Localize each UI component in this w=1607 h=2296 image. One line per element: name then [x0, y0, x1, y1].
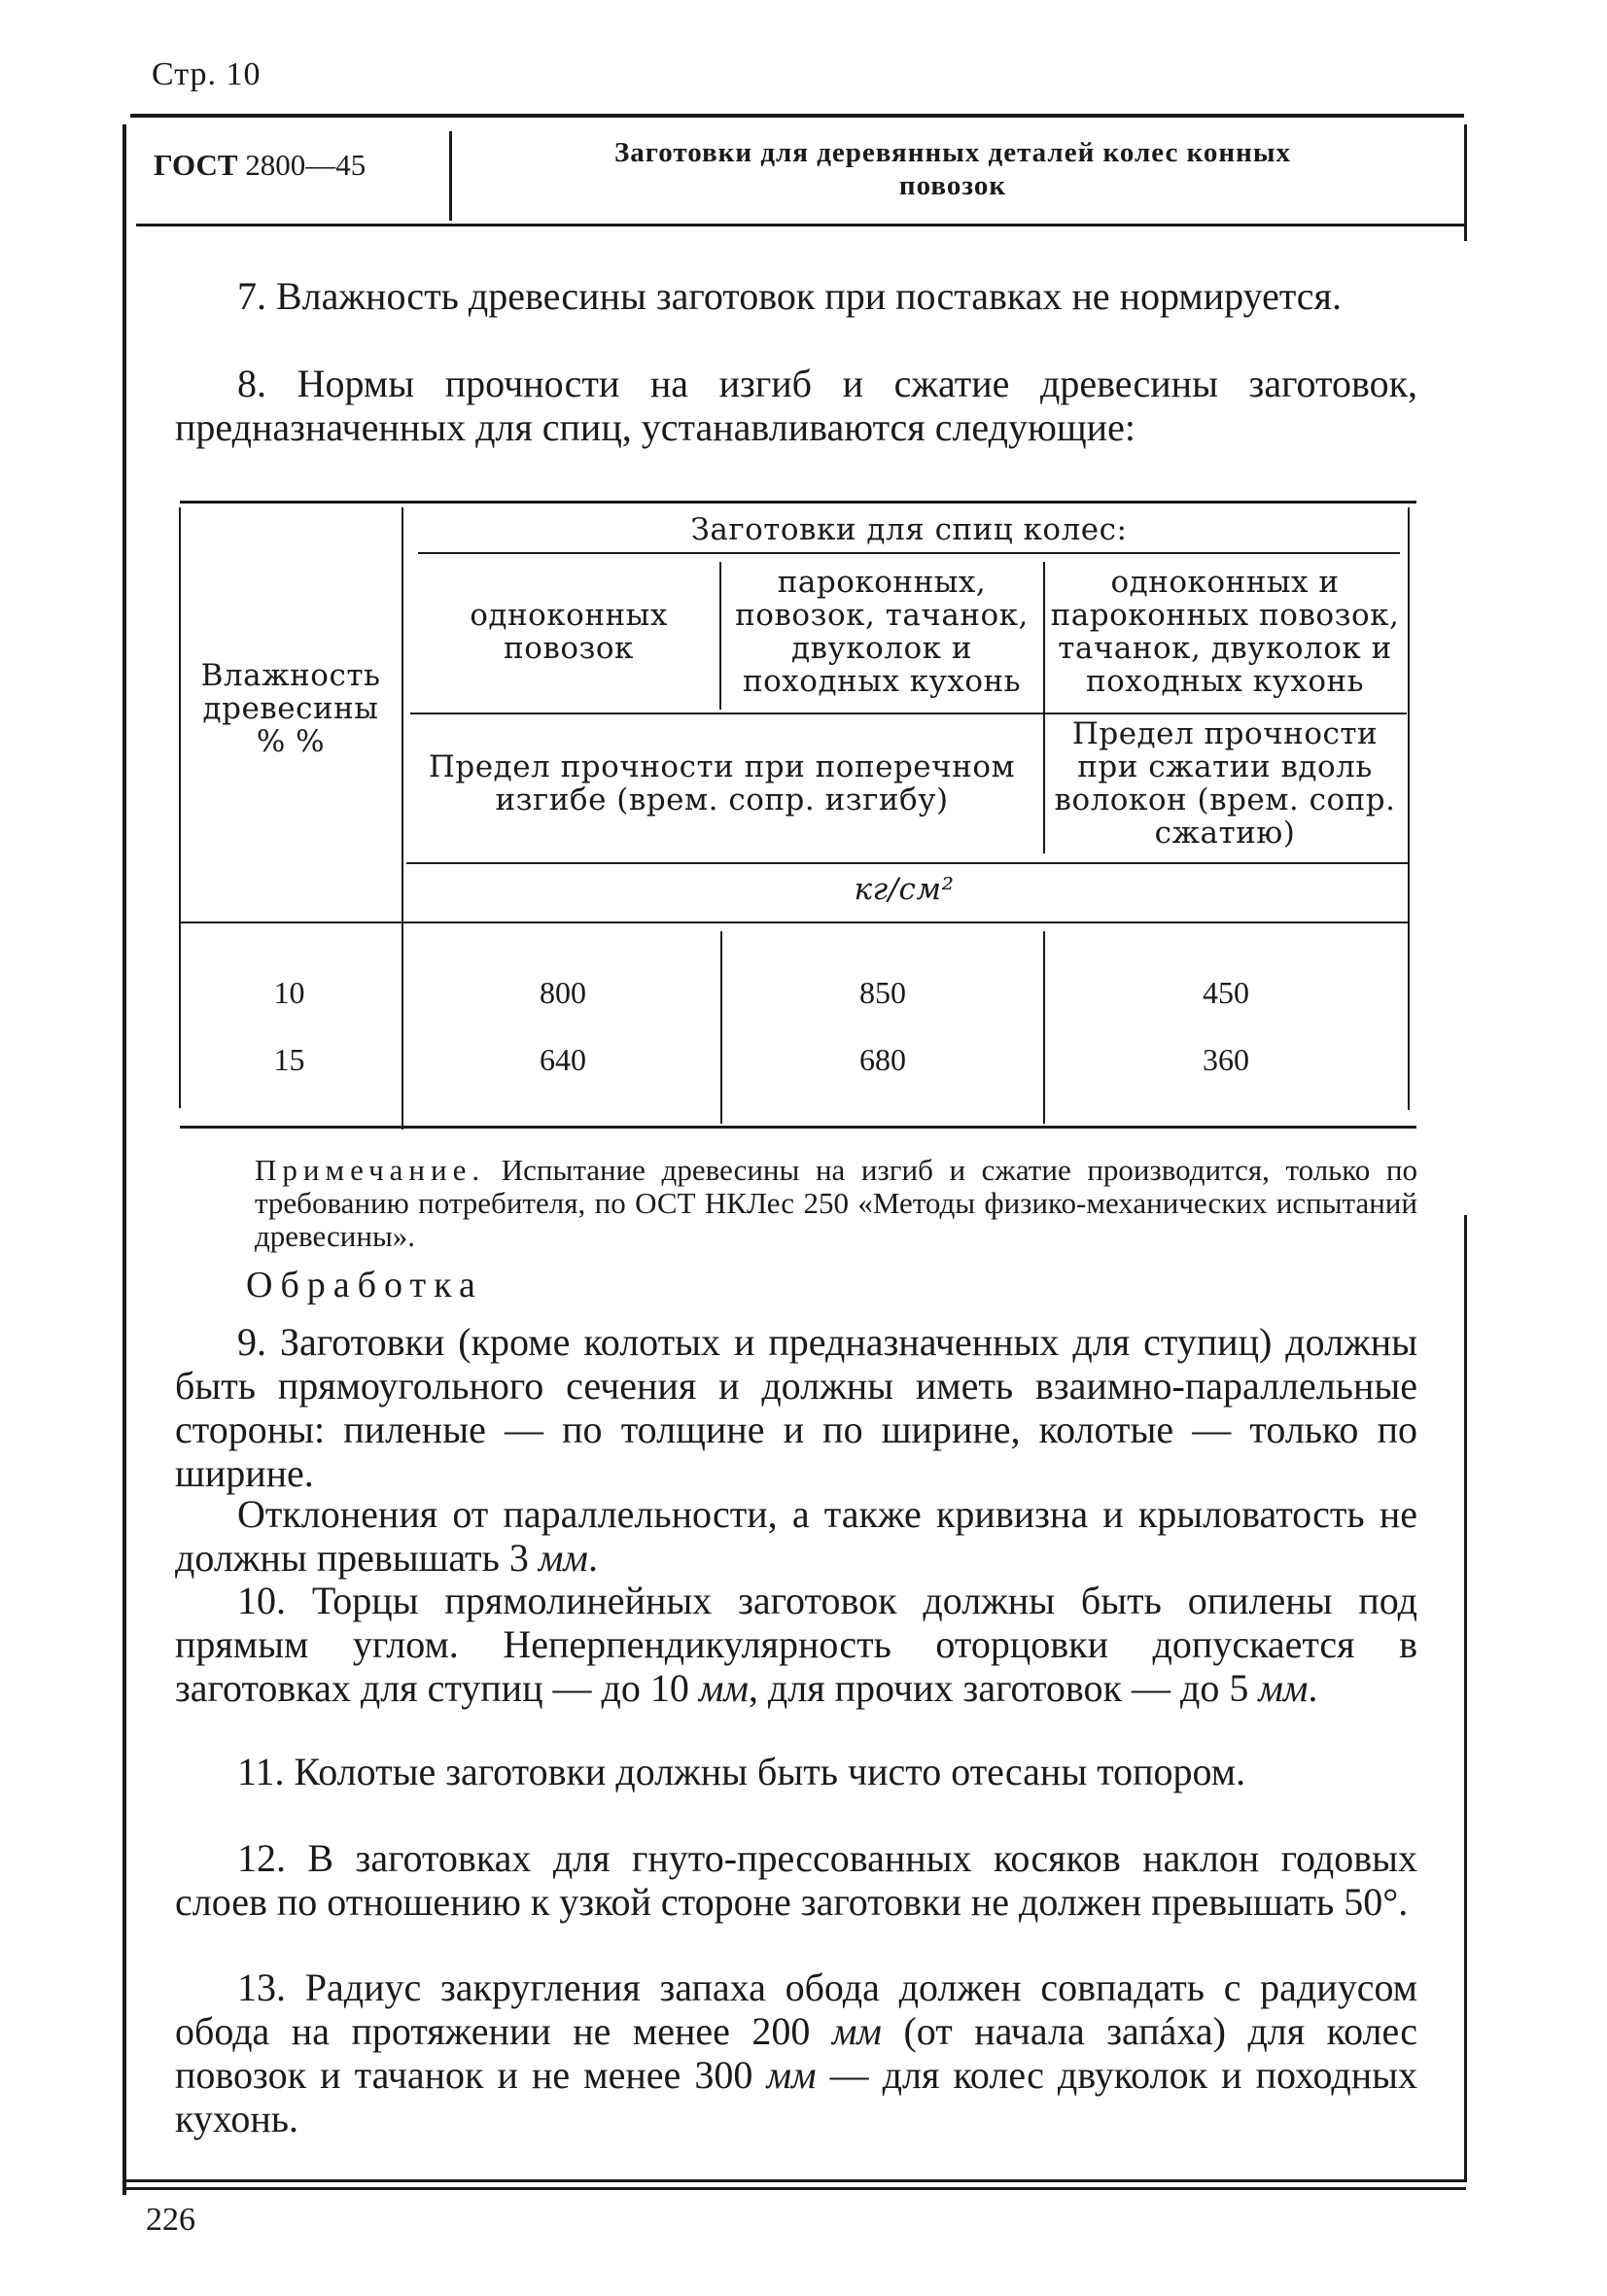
- paragraph-11: 11. Колотые заготовки должны быть чисто отесаны топором.: [237, 1750, 1246, 1793]
- table-header-bottom-rule: [181, 922, 1408, 923]
- table-col-divider-1: [402, 507, 403, 1130]
- note-text: Испытание древесины на изгиб и сжатие производится, только по требованию потребителя, по ОСТ НКЛес 250 «Методы физико-механических испытаний древесины».: [255, 1153, 1417, 1253]
- frame-right-rule: [1464, 124, 1467, 241]
- table-group-rule: [418, 552, 1400, 554]
- row1-col2: 850: [859, 975, 906, 1010]
- paragraph-12: 12. В заготовках для гнуто-прессованных косяков наклон годовых слоев по отношению к узкой стороне заготовки не должен превышать 50°.: [175, 1836, 1417, 1924]
- table-unit-rule: [406, 862, 1408, 864]
- table-body-divider-3: [1043, 931, 1045, 1124]
- row2-col2: 680: [859, 1042, 906, 1077]
- frame-right-rule-lower: [1464, 1215, 1467, 2182]
- page-number: 226: [146, 2202, 195, 2238]
- row1-moisture: 10: [273, 975, 305, 1010]
- table-body-divider-2: [720, 931, 722, 1124]
- document-title: Заготовки для деревянных деталей колес конных повозок: [614, 137, 1291, 201]
- paragraph-13: 13. Радиус закругления запаха обода должен совпадать с радиусом обода на протяжении не менее 200 мм (от начала запáха) для колес повозок и тачанок и не менее 300 мм — для колес двуколок и походных кухонь.: [175, 1966, 1418, 2140]
- table-top-rule: [180, 501, 1416, 504]
- frame-left-rule: [122, 124, 126, 2195]
- table-bottom-rule: [180, 1126, 1416, 1129]
- paragraph-7: 7. Влажность древесины заготовок при поставках не нормируется.: [237, 274, 1342, 318]
- paragraph-10: 10. Торцы прямолинейных заготовок должны быть опилены под прямым углом. Неперпендикулярность оторцовки допускается в заготовках для ступиц — до 10 мм, для прочих заготовок — до 5 мм.: [175, 1579, 1417, 1710]
- table-col-divider-3: [1043, 562, 1045, 853]
- col1-header: одноконных повозок: [470, 598, 668, 666]
- table-subhead-rule: [410, 713, 1407, 714]
- table-note: [255, 1154, 1417, 1253]
- table-left-rule: [179, 507, 181, 1108]
- col3-header: одноконных и пароконных повозок, тачанок, двуколок и походных кухонь: [1050, 565, 1400, 699]
- row2-moisture: 15: [273, 1042, 305, 1077]
- bending-header: Предел прочности при поперечном изгибе (врем. сопр. изгибу): [428, 749, 1016, 818]
- moisture-header: Влажность древесины % %: [200, 658, 381, 759]
- group-header: Заготовки для спиц колес:: [690, 512, 1128, 547]
- row1-col1: 800: [540, 975, 586, 1010]
- compression-header: Предел прочности при сжатии вдоль волокон (врем. сопр. сжатию): [1054, 716, 1396, 851]
- paragraph-8: 8. Нормы прочности на изгиб и сжатие древесины заготовок, предназначенных для спиц, устанавливаются следующие:: [175, 362, 1417, 449]
- table-col-divider-2: [719, 562, 721, 710]
- paragraph-9: 9. Заготовки (кроме колотых и предназначенных для ступиц) должны быть прямоугольного сечения и должны иметь взаимно-параллельные стороны: пиленые — по толщине и по ширине, колотые — только по ширине.: [175, 1320, 1417, 1495]
- footer-rule-1: [122, 2179, 1466, 2182]
- header-divider: [449, 131, 452, 221]
- table-right-rule: [1408, 507, 1410, 1110]
- header-bottom-rule: [136, 224, 1464, 226]
- page-label: Стр. 10: [152, 56, 262, 92]
- col2-header: пароконных, повозок, тачанок, двуколок и походных кухонь: [735, 565, 1029, 699]
- standard-code: ГОСТ 2800—45: [154, 148, 367, 182]
- header-top-rule: [130, 114, 1464, 118]
- row2-col3: 360: [1203, 1042, 1249, 1077]
- paragraph-9-deviation: Отклонения от параллельности, а также кривизна и крыловатость не должны превышать 3 мм.: [175, 1492, 1417, 1580]
- unit-label: кг/см²: [854, 872, 955, 907]
- row1-col3: 450: [1203, 975, 1249, 1010]
- footer-rule-2: [122, 2187, 1466, 2190]
- row2-col1: 640: [540, 1042, 586, 1077]
- section-title: Обработка: [246, 1265, 483, 1305]
- note-label: Примечание.: [255, 1153, 486, 1187]
